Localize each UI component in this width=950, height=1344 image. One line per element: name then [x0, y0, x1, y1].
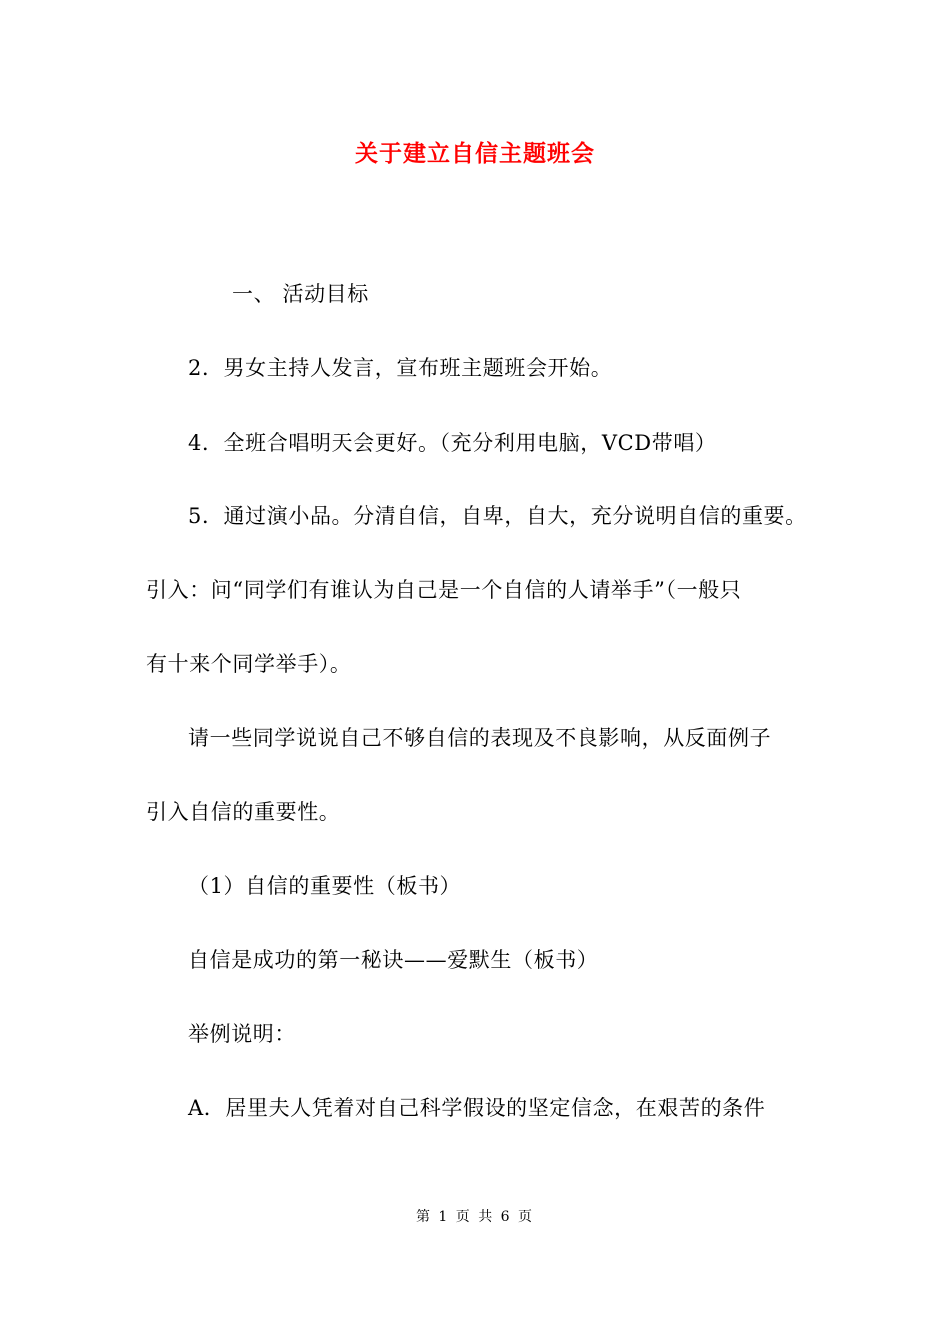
- paragraph-line: 4．全班合唱明天会更好。（充分利用电脑，VCD带唱）: [188, 431, 717, 455]
- paragraph-line: 举例说明：: [188, 1022, 296, 1046]
- paragraph-line: A．居里夫人凭着对自己科学假设的坚定信念，在艰苦的条件: [188, 1096, 766, 1120]
- document-title: 关于建立自信主题班会: [355, 140, 595, 167]
- paragraph-line: 2．男女主持人发言，宣布班主题班会开始。: [188, 356, 613, 380]
- paragraph-line: 请一些同学说说自己不够自信的表现及不良影响，从反面例子: [188, 726, 772, 750]
- paragraph-line: 有十来个同学举手）。: [146, 652, 352, 676]
- paragraph-line: 引入：问“同学们有谁认为自己是一个自信的人请举手”（一般只: [146, 578, 742, 602]
- paragraph-line: 5．通过演小品。分清自信，自卑，自大，充分说明自信的重要。: [188, 504, 807, 528]
- section-heading: 一、 活动目标: [232, 282, 369, 306]
- page-footer: 第 1 页 共 6 页: [415, 1209, 535, 1225]
- paragraph-line: 引入自信的重要性。: [146, 800, 341, 824]
- subheading-line: （1）自信的重要性（板书）: [188, 874, 462, 898]
- paragraph-line: 自信是成功的第一秘诀——爱默生（板书）: [188, 948, 599, 972]
